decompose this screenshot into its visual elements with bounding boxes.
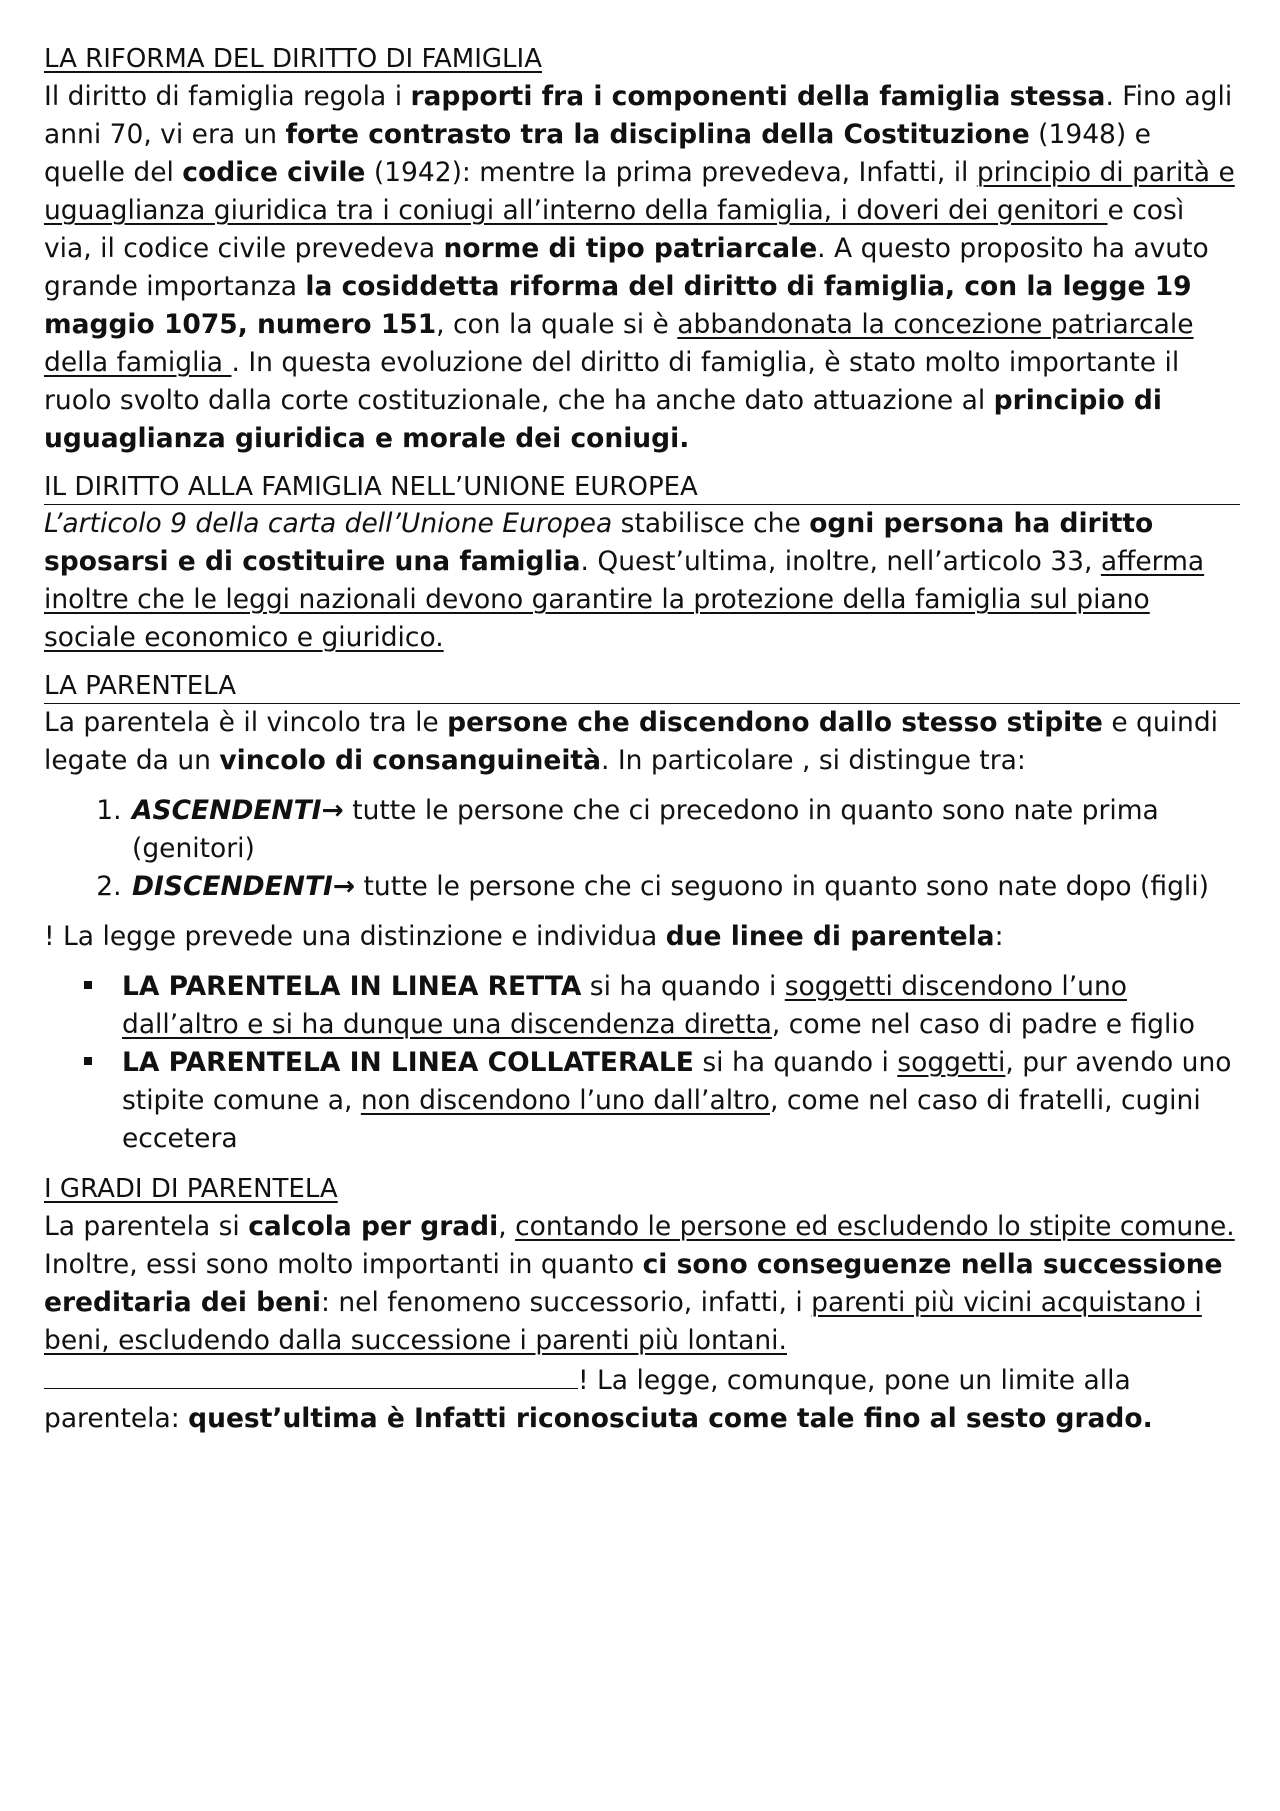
text: , come nel caso di fratelli, cugini eccetera <box>122 1085 1201 1154</box>
list-text: tutte le persone che ci precedono in quanto sono nate prima (genitori) <box>132 795 1159 864</box>
text: . Fino agli anni 70, vi era un <box>44 81 1233 150</box>
bold-text: rapporti fra i componenti della famiglia stessa <box>410 81 1106 112</box>
text: e quindi legate da un <box>44 707 1218 776</box>
underlined-text: abbandonata la concezione patriarcale della famiglia <box>44 309 1194 378</box>
underlined-text: soggetti discendono l’uno dall’altro e si ha dunque una discendenza diretta <box>122 971 1127 1040</box>
text: (1948) e quelle del <box>44 119 1151 188</box>
text: La parentela è il vincolo tra le <box>44 707 448 738</box>
text: ! La legge prevede una distinzione e individua <box>44 921 666 952</box>
arrow-right-icon: → <box>332 871 356 902</box>
underlined-text: soggetti <box>897 1047 1006 1078</box>
bullet-item <box>44 1044 1240 1158</box>
bold-text: LA PARENTELA IN LINEA RETTA <box>122 971 582 1002</box>
text: , con la quale si è <box>436 309 678 340</box>
list-item <box>130 868 1240 906</box>
bold-text: ogni persona ha diritto sposarsi e di costituire una famiglia <box>44 508 1154 577</box>
bold-text: calcola per gradi <box>248 1211 499 1242</box>
text: : <box>994 921 1004 952</box>
bullet-list <box>44 968 1240 1158</box>
square-bullet-icon <box>84 1057 92 1065</box>
numbered-list <box>44 792 1240 906</box>
text: stabilisce che <box>612 508 810 539</box>
underline-rule <box>44 1360 578 1389</box>
bold-text: due linee di parentela <box>665 921 995 952</box>
bold-text: norme di tipo patriarcale <box>443 233 818 264</box>
italic-text: L’articolo 9 della carta dell’Unione Europea <box>44 508 613 539</box>
list-term: ASCENDENTI <box>132 795 322 826</box>
section-title-parentela: LA PARENTELA <box>44 669 1240 704</box>
text: e così via, il codice civile prevedeva <box>44 195 1185 264</box>
bold-text: ci sono conseguenze nella successione ereditaria dei beni <box>44 1249 1223 1318</box>
underlined-text: parenti più vicini acquistano i beni, escludendo dalla successione i parenti più lontani. <box>44 1287 1202 1356</box>
list-text: tutte le persone che ci seguono in quanto sono nate dopo (figli) <box>355 871 1209 902</box>
bold-text: principio di uguaglianza giuridica e morale dei coniugi. <box>44 385 1162 454</box>
paragraph-parentela <box>44 704 1240 780</box>
list-term: DISCENDENTI <box>132 871 333 902</box>
bullet-item <box>44 968 1240 1044</box>
text: (1942): mentre la prima prevedeva, Infatti, il <box>365 157 977 188</box>
paragraph-gradi <box>44 1208 1240 1438</box>
underlined-text: contando le persone ed escludendo lo stipite comune. <box>515 1211 1235 1242</box>
underlined-text: principio di parità e uguaglianza giuridica tra i coniugi all’interno della famiglia, i doveri dei genitori <box>44 157 1235 226</box>
bold-text: persone che discendono dallo stesso stipite <box>447 707 1103 738</box>
text: , come nel caso di padre e figlio <box>771 1009 1195 1040</box>
underlined-text: afferma inoltre che le leggi nazionali devono garantire la protezione della famiglia sul piano sociale economico e giuridico. <box>44 546 1205 653</box>
text: : nel fenomeno successorio, infatti, i <box>321 1287 812 1318</box>
text: Inoltre, essi sono molto importanti in quanto <box>44 1249 643 1280</box>
section-title-ue: IL DIRITTO ALLA FAMIGLIA NELL’UNIONE EUROPEA <box>44 470 1240 505</box>
bold-text: quest’ultima è Infatti riconosciuta come tale fino al sesto grado. <box>188 1403 1153 1434</box>
section-title-riforma: LA RIFORMA DEL DIRITTO DI FAMIGLIA <box>44 44 542 74</box>
bold-text: vincolo di consanguineità <box>219 745 601 776</box>
bold-text: LA PARENTELA IN LINEA COLLATERALE <box>122 1047 694 1078</box>
underlined-text: non discendono l’uno dall’altro <box>360 1085 770 1116</box>
bold-text: forte contrasto tra la disciplina della Costituzione <box>285 119 1030 150</box>
section-title-gradi: I GRADI DI PARENTELA <box>44 1174 338 1204</box>
text: si ha quando i <box>581 971 785 1002</box>
document-page <box>44 40 1240 1438</box>
text: . Quest’ultima, inoltre, nell’articolo 33, <box>580 546 1101 577</box>
square-bullet-icon <box>84 981 92 989</box>
paragraph-ue <box>44 505 1240 657</box>
bold-text: la cosiddetta riforma del diritto di famiglia, con la legge 19 maggio 1075, numero 151 <box>44 271 1192 340</box>
text: , <box>498 1211 516 1242</box>
arrow-right-icon: → <box>321 795 344 826</box>
text: , pur avendo uno stipite comune a, <box>122 1047 1232 1116</box>
text: . In questa evoluzione del diritto di famiglia, è stato molto importante il ruolo svolto dalla corte costituzionale, che ha anche dato attuazione al <box>44 347 1180 416</box>
text: ! La legge, comunque, pone un limite alla parentela: <box>44 1365 1131 1434</box>
text: La parentela si <box>44 1211 249 1242</box>
text: . A questo proposito ha avuto grande importanza <box>44 233 1209 302</box>
text: si ha quando i <box>693 1047 898 1078</box>
note-paragraph <box>44 918 1240 956</box>
text: . In particolare , si distingue tra: <box>600 745 1026 776</box>
paragraph-riforma <box>44 78 1240 458</box>
bold-text: codice civile <box>182 157 366 188</box>
text: Il diritto di famiglia regola i <box>44 81 411 112</box>
list-item <box>130 792 1240 868</box>
